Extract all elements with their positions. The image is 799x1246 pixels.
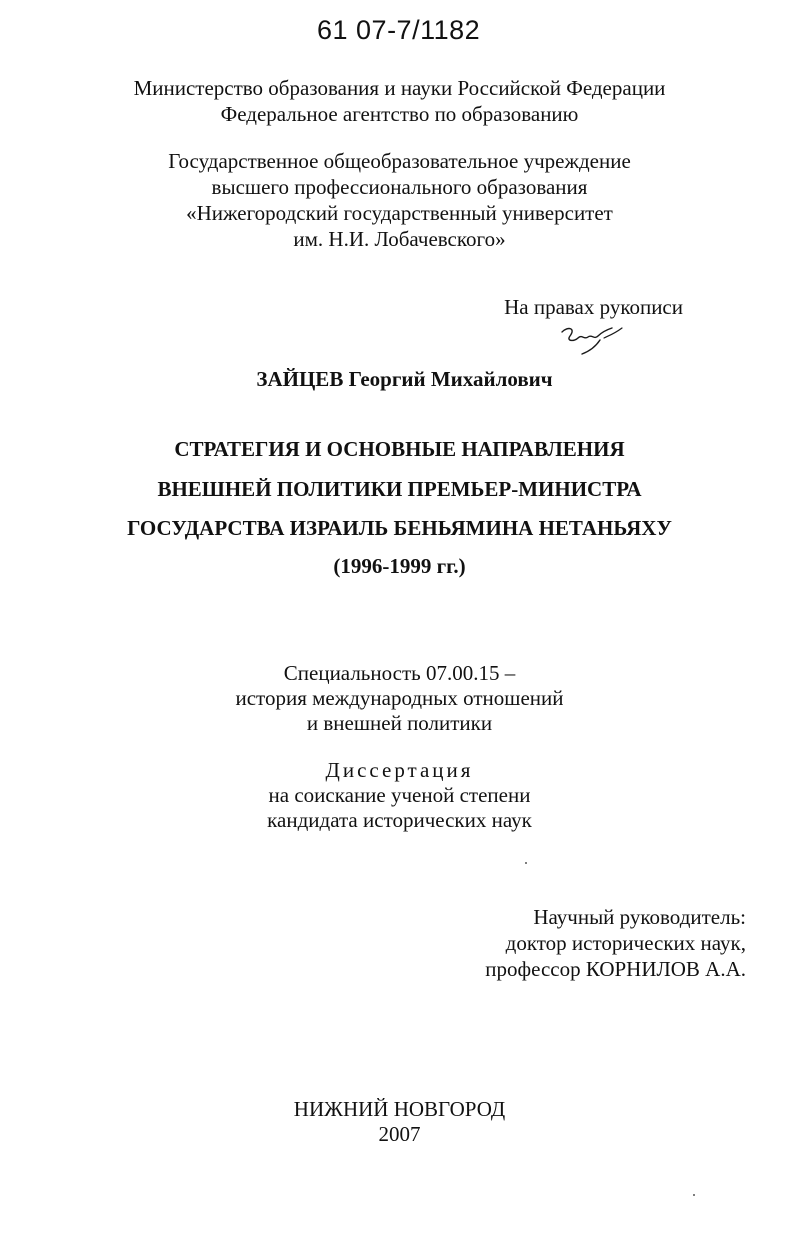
ministry-line-1: Министерство образования и науки Российской Федерации	[133, 76, 666, 100]
dissertation-line-3: кандидата исторических наук	[267, 808, 532, 832]
ministry-line-2: Федеральное агентство по образованию	[220, 102, 579, 126]
title-line-4: (1996-1999 гг.)	[333, 554, 466, 578]
institution-line-2: высшего профессионального образования	[211, 175, 588, 199]
city: НИЖНИЙ НОВГОРОД	[293, 1097, 506, 1121]
scan-speck	[525, 862, 527, 864]
title-line-2: ВНЕШНЕЙ ПОЛИТИКИ ПРЕМЬЕР-МИНИСТРА	[157, 477, 642, 501]
institution-line-3: «Нижегородский государственный университет	[186, 201, 613, 225]
manuscript-note: На правах рукописи	[504, 295, 683, 319]
handwritten-signature	[556, 318, 626, 358]
title-line-3: ГОСУДАРСТВА ИЗРАИЛЬ БЕНЬЯМИНА НЕТАНЬЯХУ	[127, 516, 672, 540]
supervisor-line-2: доктор исторических наук,	[505, 931, 746, 955]
author-name: ЗАЙЦЕВ Георгий Михайлович	[256, 367, 553, 391]
dissertation-label: Диссертация	[325, 758, 474, 782]
specialty-line-3: и внешней политики	[306, 711, 493, 735]
institution-line-1: Государственное общеобразовательное учреждение	[168, 149, 631, 173]
supervisor-line-1: Научный руководитель:	[533, 905, 746, 929]
dissertation-line-2: на соискание ученой степени	[268, 783, 531, 807]
scan-speck	[693, 1194, 695, 1196]
year: 2007	[378, 1122, 421, 1146]
specialty-line-1: Специальность 07.00.15 –	[283, 661, 516, 685]
supervisor-line-3: профессор КОРНИЛОВ А.А.	[485, 957, 746, 981]
archive-stamp-number: 61 07-7/1182	[317, 15, 481, 45]
title-line-1: СТРАТЕГИЯ И ОСНОВНЫЕ НАПРАВЛЕНИЯ	[174, 437, 625, 461]
specialty-line-2: история международных отношений	[235, 686, 564, 710]
institution-line-4: им. Н.И. Лобачевского»	[293, 227, 506, 251]
